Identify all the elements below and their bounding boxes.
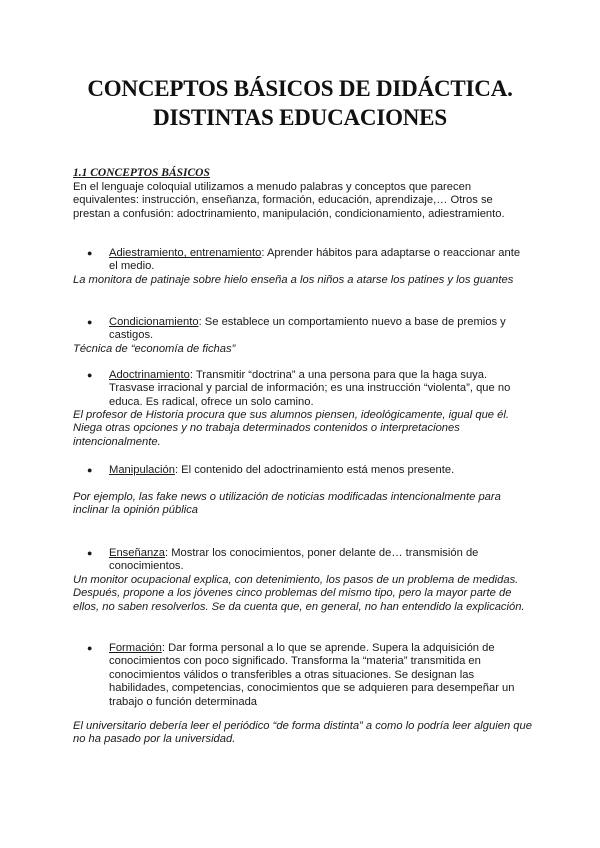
item-text xyxy=(109,642,529,709)
item-text xyxy=(109,247,529,274)
item-example: El universitario debería leer el periódico “de forma distinta” a como lo podría leer alguien que no ha pasado por la universidad. xyxy=(73,720,532,746)
item-definition: : Transmitir “doctrina” a una persona para que la haga suya. Trasvase irracional y parcial de información; es una instrucción “violenta”, que no educa. Es radical, ofrece un solo camino. xyxy=(109,369,511,408)
item-text xyxy=(109,464,529,477)
item-term: Manipulación xyxy=(109,464,175,476)
document-title xyxy=(40,74,560,132)
item-definition: : Dar forma personal a lo que se aprende. Supera la adquisición de conocimientos con poco significado. Transforma la “materia” transmitida en conocimientos válidos o transferibles a otras situaciones. Se designan las habilidades, competencias, conocimientos que se adquieren para desempeñar un trabajo o función determinada xyxy=(109,642,515,708)
item-example: Técnica de “economía de fichas” xyxy=(73,343,236,355)
item-definition: : Se establece un comportamiento nuevo a base de premios y castigos. xyxy=(109,316,506,342)
item-definition: : Aprender hábitos para adaptarse o reaccionar ante el medio. xyxy=(109,247,521,273)
item-term: Condicionamiento xyxy=(109,316,199,328)
section-intro: En el lenguaje coloquial utilizamos a menudo palabras y conceptos que parecen equivalentes: instrucción, enseñanza, formación, educación, aprendizaje,… Otros se prestan a confusión: adoctrinamiento, manipulación, condicionamiento, adiestramiento. xyxy=(73,181,505,220)
bullet-icon: ● xyxy=(87,370,93,380)
item-text xyxy=(109,547,529,574)
item-term: Formación xyxy=(109,642,162,654)
bullet-icon: ● xyxy=(87,548,93,558)
item-term: Adoctrinamiento xyxy=(109,369,190,381)
title-line-2: DISTINTAS EDUCACIONES xyxy=(153,105,447,130)
item-text xyxy=(109,369,529,409)
title-line-1: CONCEPTOS BÁSICOS DE DIDÁCTICA. xyxy=(87,76,513,101)
bullet-icon: ● xyxy=(87,643,93,653)
bullet-icon: ● xyxy=(87,317,93,327)
item-example: El profesor de Historia procura que sus alumnos piensen, ideológicamente, igual que él. Niega otras opciones y no trabaja determinados contenidos o interpretaciones intencionalmente. xyxy=(73,409,509,448)
item-text xyxy=(109,316,529,343)
section-heading-text: 1.1 CONCEPTOS BÁSICOS xyxy=(73,167,210,179)
item-example: Por ejemplo, las fake news o utilización de noticias modificadas intencionalmente para inclinar la opinión pública xyxy=(73,491,501,517)
bullet-icon: ● xyxy=(87,248,93,258)
item-example: Un monitor ocupacional explica, con detenimiento, los pasos de un problema de medidas. Después, propone a los jóvenes cinco problemas del mismo tipo, pero la mayor parte de ellos, no saben resolverlos. Se da cuenta que, en general, no han entendido la explicación. xyxy=(73,574,525,613)
item-term: Adiestramiento, entrenamiento xyxy=(109,247,262,259)
item-definition: : Mostrar los conocimientos, poner delante de… transmisión de conocimientos. xyxy=(109,547,479,573)
bullet-icon: ● xyxy=(87,465,93,475)
item-term: Enseñanza xyxy=(109,547,165,559)
section-heading xyxy=(73,167,533,180)
item-definition: : El contenido del adoctrinamiento está menos presente. xyxy=(174,464,455,476)
item-example: La monitora de patinaje sobre hielo enseña a los niños a atarse los patines y los guantes xyxy=(73,274,514,286)
